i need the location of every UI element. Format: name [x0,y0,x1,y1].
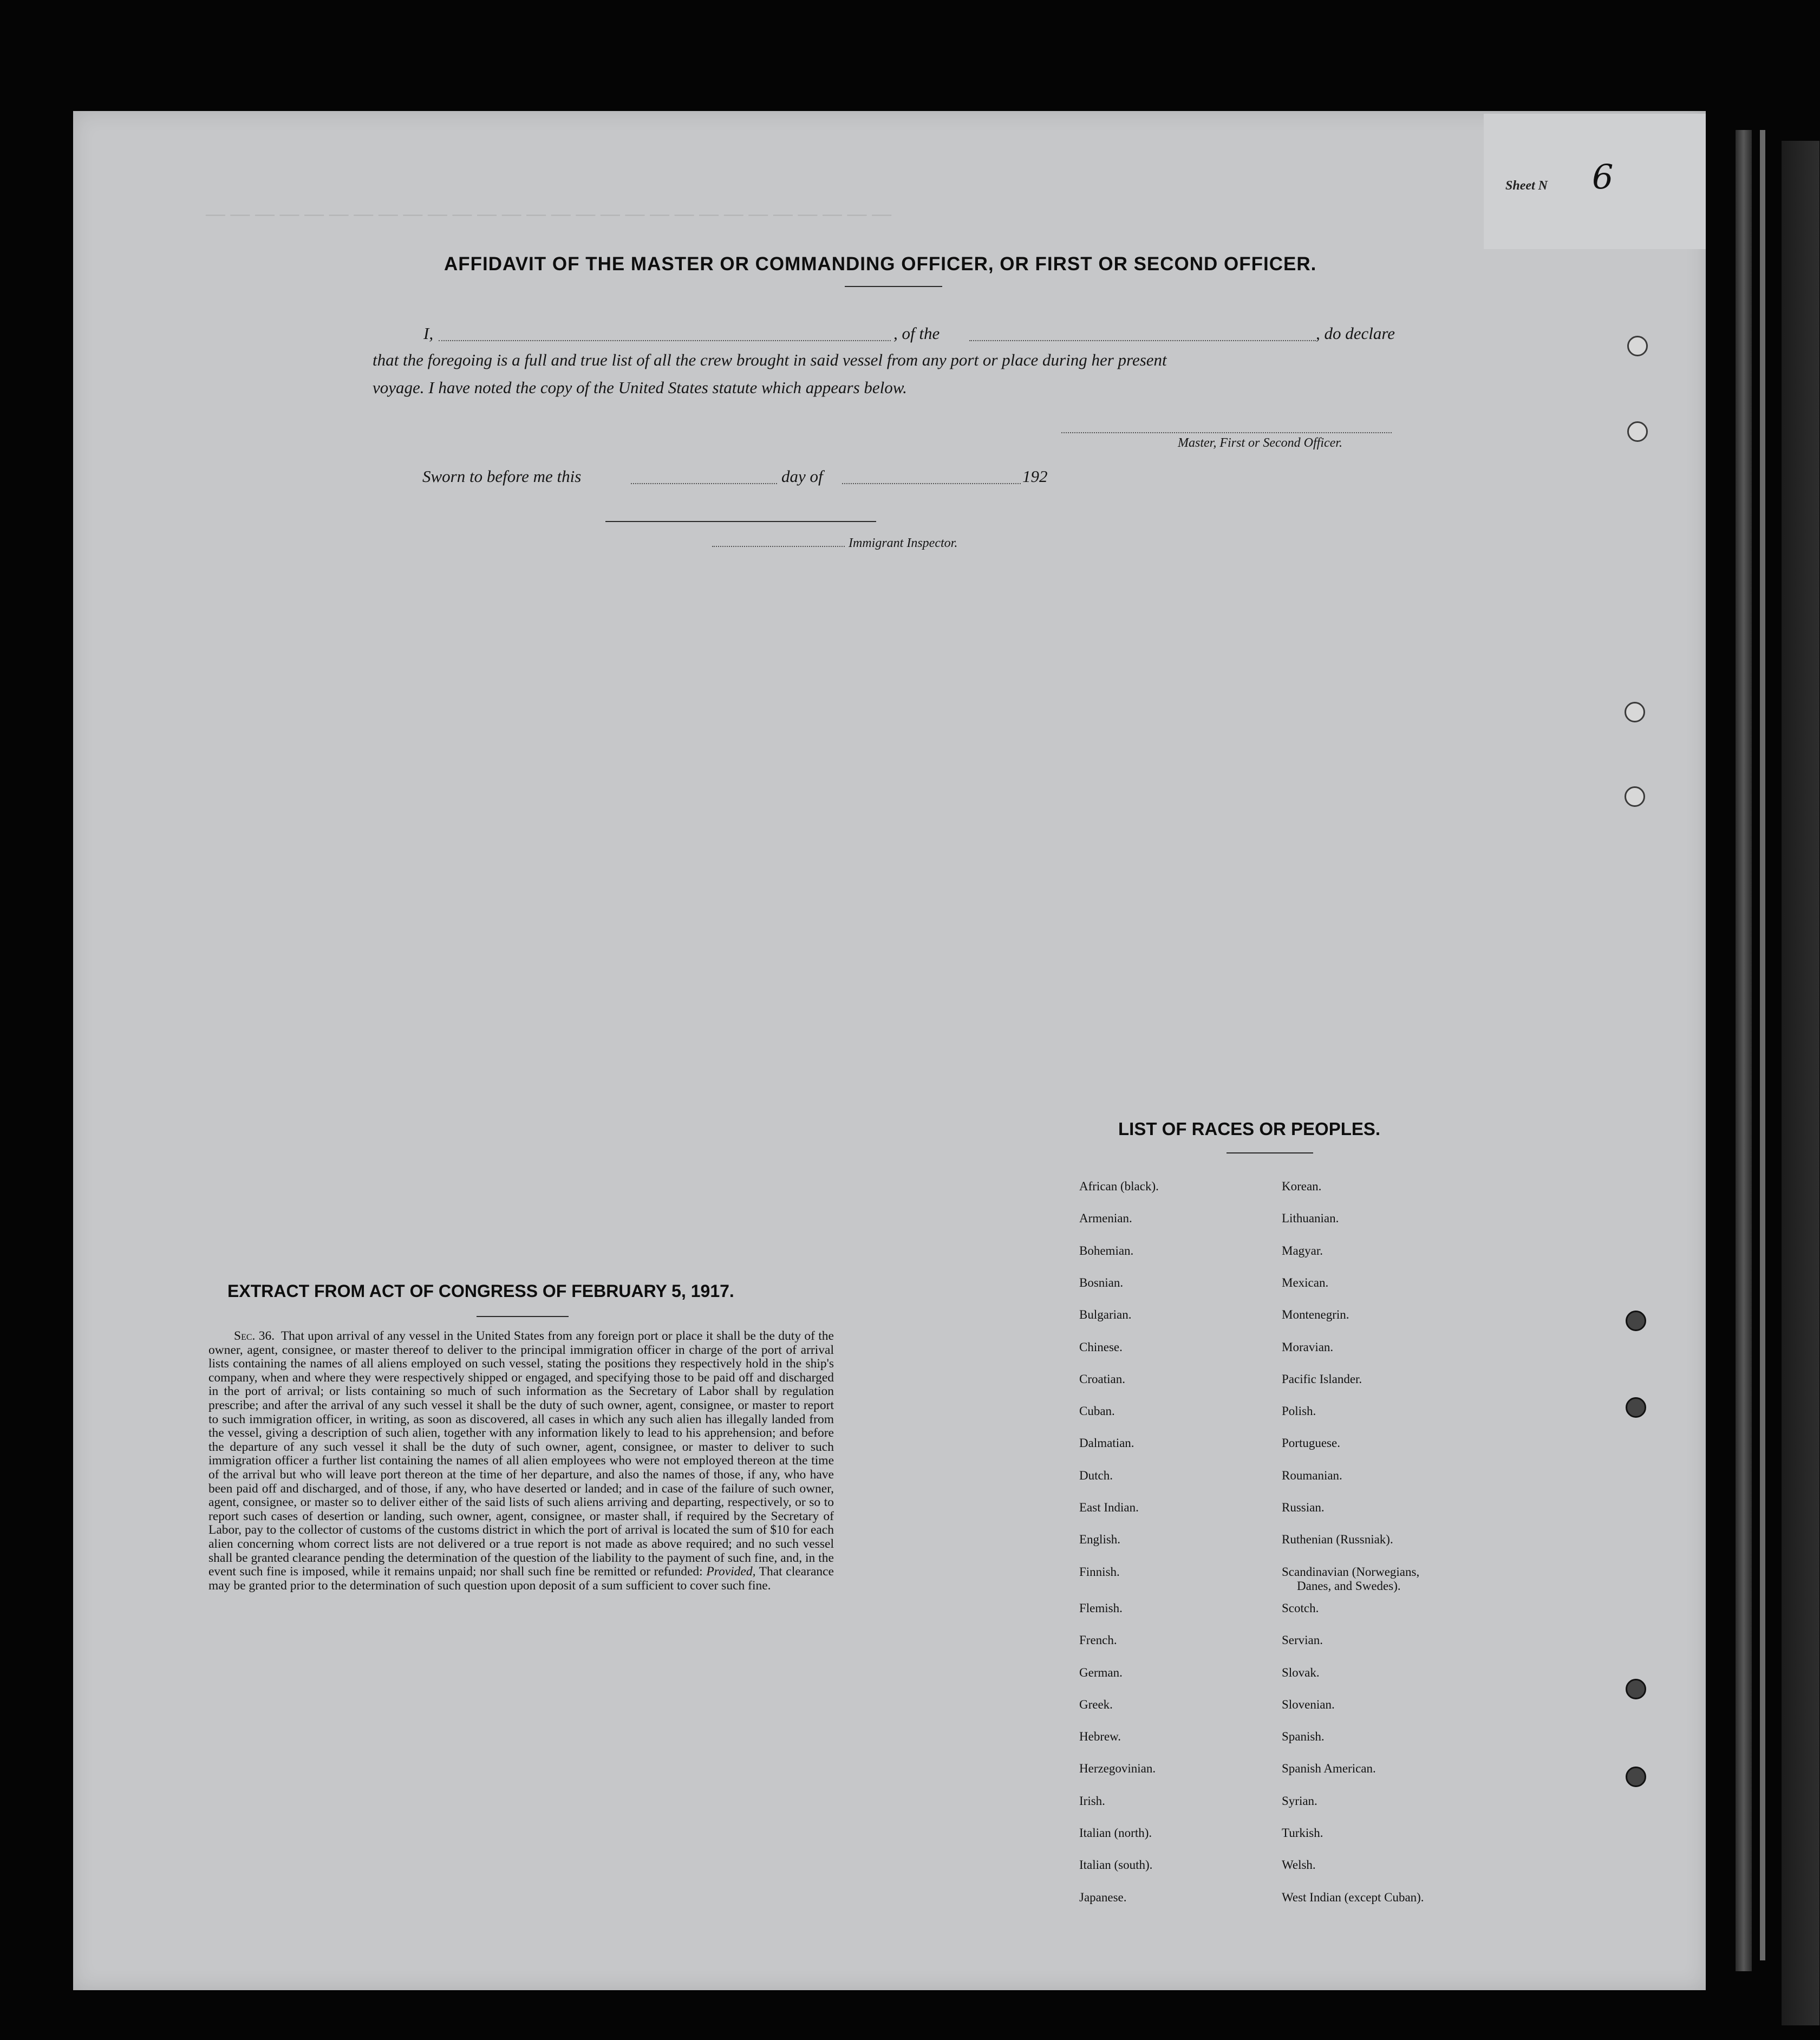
sworn-month-blank [842,483,1021,484]
race-item: Dutch. [1079,1468,1113,1482]
year-text: 192 [1022,467,1048,486]
affidavit-line-2: that the foregoing is a full and true list of all the crew brought in said vessel from any port or place during her present [373,350,1167,369]
race-item: African (black). [1079,1179,1159,1193]
statute-text [208,1329,834,1593]
race-item: Croatian. [1079,1372,1125,1386]
sworn-day-blank [631,483,777,484]
section-label: Sec. 36. [234,1329,275,1343]
race-item: Ruthenian (Russniak). [1282,1533,1393,1547]
race-item: Bulgarian. [1079,1308,1132,1322]
race-item: Flemish. [1079,1601,1123,1615]
punch-hole [1626,1311,1646,1331]
page-edge [1736,130,1752,1971]
race-item: Welsh. [1282,1858,1316,1872]
statute-proviso-text: That clearance may be granted prior to the determination of such question upon deposit of a sum sufficient to cover such fine. [208,1565,834,1593]
race-item: Bosnian. [1079,1275,1124,1289]
race-item: Turkish. [1282,1826,1323,1840]
binding-edge [1782,141,1819,2025]
race-item: Armenian. [1079,1211,1132,1226]
name-blank [439,340,891,341]
race-item: Greek. [1079,1697,1113,1711]
race-item: Scandinavian (Norwegians, [1282,1565,1420,1579]
race-item: Polish. [1282,1404,1316,1418]
race-item: Slovenian. [1282,1697,1335,1711]
extract-title: EXTRACT FROM ACT OF CONGRESS OF FEBRUARY 5, 1917. [227,1281,734,1301]
race-item: Scotch. [1282,1601,1319,1615]
race-item: Herzegovinian. [1079,1762,1156,1776]
race-item: Magyar. [1282,1243,1323,1257]
affidavit-declare: , do declare [1316,324,1395,343]
race-item: Portuguese. [1282,1436,1340,1450]
race-item: Japanese. [1079,1890,1127,1904]
statute-body: That upon arrival of any vessel in the United States from any foreign port or place it shall be the duty of the owner, agent, consignee, or master thereof to deliver to the principal immigration officer in charge of the port of arrival lists containing the names of all aliens employed on such vessel, stating the positions they respectively hold in the ship's company, when and where they were respectively shipped or engaged, and specifying those to be paid off and discharged in the port of arrival; or lists containing so much of such information as the Secretary of Labor shall by regulation prescribe; and after the arrival of any such vessel it shall be the duty of such owner, agent, consignee, or master to report to such immigration officer, in writing, as soon as discovered, all cases in which any such alien has illegally landed from the vessel, giving a description of such alien, together with any information likely to lead to his apprehension; and before the departure of any such vessel it shall be the duty of such owner, agent, consignee, or master to deliver to such immigration officer a further list containing the names of all alien employees who were not employed thereon at the time of the arrival but who will leave port thereon at the time of her departure, and also the names of those, if any, who have been paid off and discharged, and of those, if any, who have deserted or landed; and in case of the failure of such owner, agent, consignee, or master so to deliver either of the said lists of such aliens arriving and departing, respectively, or so to report such cases of desertion or landing, such owner, agent, consignee, or master shall, if required by the Secretary of Labor, pay to the collector of customs of the customs district in which the port of arrival is located the sum of $10 for each alien concerning whom correct lists are not delivered or a true report is not made as above required; and no such vessel shall be granted clearance pending the determination of the question of the liability to the payment of such fine, and, in the event such fine is imposed, while it remains unpaid; nor shall such fine be remitted or refunded: [208,1329,834,1579]
race-item: Hebrew. [1079,1730,1121,1744]
race-item: Italian (south). [1079,1858,1153,1872]
affidavit-line-3: voyage. I have noted the copy of the United States statute which appears below. [373,378,907,397]
race-item: Pacific Islander. [1282,1372,1362,1386]
punch-hole [1625,702,1645,722]
race-item: Cuban. [1079,1404,1115,1418]
inspector-line [605,521,876,522]
race-item: English. [1079,1533,1121,1547]
race-item: Montenegrin. [1282,1308,1349,1322]
sheet-number: 6 [1592,157,1614,197]
race-item: Syrian. [1282,1794,1317,1808]
signature-label: Master, First or Second Officer. [1178,436,1342,450]
bleed-through-text: — — — — — — — — — — — — — — — — — — — — — — — — — — — — [206,201,891,225]
sworn-text: Sworn to before me this [422,467,582,486]
race-item: Irish. [1079,1794,1105,1808]
proviso-word: Provided, [706,1565,756,1579]
race-item: Spanish American. [1282,1762,1376,1776]
page-edge-highlight [1760,130,1765,1960]
race-item: Danes, and Swedes). [1297,1579,1401,1593]
race-item: Russian. [1282,1501,1325,1514]
punch-hole [1626,1679,1646,1699]
races-title-underline [1227,1152,1313,1153]
affidavit-of-the: , of the [893,324,940,343]
race-item: Dalmatian. [1079,1436,1134,1450]
race-item: German. [1079,1665,1123,1679]
race-item: Finnish. [1079,1565,1120,1579]
race-item: Slovak. [1282,1665,1320,1679]
race-item: Servian. [1282,1633,1323,1647]
extract-title-underline [477,1316,569,1317]
race-item: French. [1079,1633,1117,1647]
race-item: West Indian (except Cuban). [1282,1890,1424,1904]
punch-hole [1626,1397,1646,1418]
races-title: LIST OF RACES OR PEOPLES. [1118,1119,1381,1139]
race-item: Chinese. [1079,1340,1123,1354]
punch-hole [1627,421,1648,442]
title-underline [845,286,942,287]
inspector-label: Immigrant Inspector. [849,536,958,550]
affidavit-i: I, [423,324,434,343]
punch-hole [1625,786,1645,807]
race-item: East Indian. [1079,1501,1139,1514]
race-item: Roumanian. [1282,1468,1342,1482]
race-item: Korean. [1282,1179,1322,1193]
signature-line [1061,432,1392,433]
race-item: Moravian. [1282,1340,1334,1354]
punch-hole [1627,336,1648,356]
race-item: Mexican. [1282,1275,1329,1289]
race-item: Spanish. [1282,1730,1325,1744]
affidavit-title: AFFIDAVIT OF THE MASTER OR COMMANDING OFFICER, OR FIRST OR SECOND OFFICER. [444,253,1317,275]
day-of-text: day of [781,467,823,486]
punch-hole [1626,1767,1646,1787]
race-item: Italian (north). [1079,1826,1152,1840]
inspector-dotline [712,546,845,547]
sheet-label: Sheet N [1505,179,1548,193]
race-item: Bohemian. [1079,1243,1134,1257]
race-item: Lithuanian. [1282,1211,1339,1226]
vessel-blank [969,340,1316,341]
